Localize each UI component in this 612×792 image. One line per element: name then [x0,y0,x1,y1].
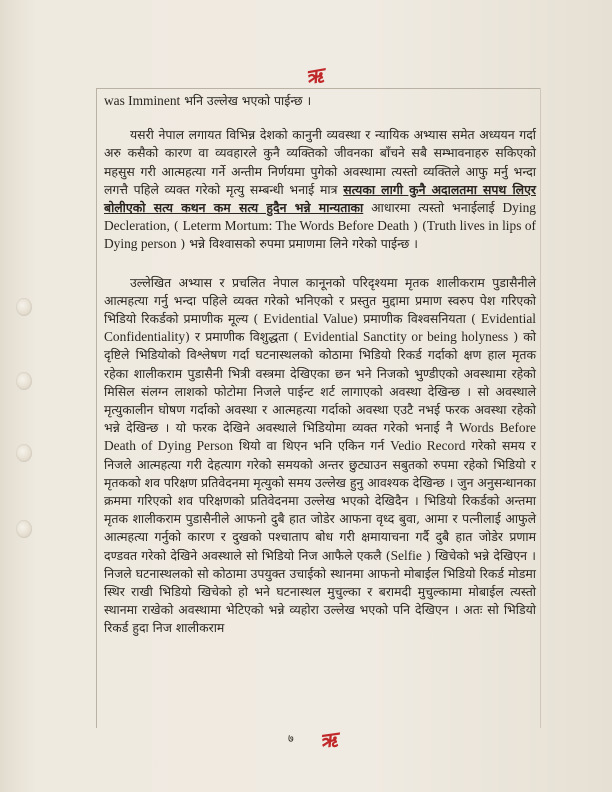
text-run: ) प्रमाणीक विश्वसनियता ( [353,311,481,327]
text-run: ) र प्रमाणीक विशुद्धता ( [185,329,304,345]
left-margin-line [96,88,97,728]
text-run: ) को दृष्टिले भिडियोको विश्लेषण गर्दा घटनास्थलको कोठामा भिडियो रिकर्ड गर्दाको क्षण हाल मृतक रहेका शालीकराम पुडासैनी भित्री वस्त्रमा देखिएका छन भने निजको भुण्डीएको अवस्थामा रहेको मिसिल संलग्न लाशको फोटोमा निजले पाईन्ट शर्ट लागाएको अवस्था देखिन्छ । सो अवस्थाले मृत्युकालीन घोषण गर्दाको अवस्था र आत्महत्या गर्दाको अवस्था एउटै नभई फरक अवस्था रहेको भन्ने देखिन्छ । यो फरक देखिने अवस्थाले भिडियोमा व्यक्त गरेको भनाई नै [104,329,537,436]
latin-phrase: was Imminent [104,93,181,108]
punch-hole [16,372,32,390]
text-run: गरेको समय र निजले आत्महत्या गरी देहत्याग गरेको समयको अन्तर छुट्याउन सबुतको रुपमा रहेको भिडियो र मृतकको शव परिक्षण प्रतिवेदनमा मृत्युको समय उल्लेख हुनु आवश्यक देखिन्छ । जुन अनुसन्धानका क्रममा गरिएको शव परिक्षणको प्रतिवेदनमा उल्लेख भएको देखिदैन । भिडियो रिकर्डको अन्तमा मृतक शालीकराम पुडासैनीले आफनो दुबै हात जोडेर आफना वृध्द बुवा, आमा र पत्नीलाई आफुले आत्महत्या गर्नुको कारण र दुखको पश्चाताप बोध गरी क्षमायाचना गर्दै दुबै हात जोडेर प्रणाम दण्डवत गरेको देखिने अवस्थाले सो भिडियो निज आफैले एकलै ( [104,438,537,563]
latin-phrase: Evidential Confidentiality [104,311,536,345]
paragraph-2 [104,274,536,638]
latin-phrase: Truth lives in lips of Dying person [104,218,536,252]
handwritten-initials-top: ऋ [304,62,325,90]
latin-phrase: Words Before Death of Dying Person [104,420,536,454]
text-run: आधारमा त्यस्तो भनाईलाई [363,200,503,216]
punch-hole [16,444,32,462]
latin-phrase: Dying Decleration, [104,200,536,234]
text-run: यसरी नेपाल लगायत विभिन्न देशको कानुनी व्यवस्था र न्यायिक अभ्यास समेत अध्ययन गर्दा अरु कसैको कारण वा व्यवहारले कुनै व्यक्तिको जीवनका बाँचने सबै सम्भावनाहरु सकिएको महसुस गरी आत्महत्या गर्ने अन्तीम निर्णयमा पुगेको अवस्थामा त्यस्तो व्यक्तिले आफु मर्नु भन्दा लगत्तै पहिले व्यक्त गरेको मृत्यु सम्बन्धी भनाई मात्र [104,127,536,197]
latin-phrase: Evidential Sanctity or being holyness [303,329,509,345]
page-number: ७ [288,732,294,745]
text-run: ) भन्ने विश्वासको रुपमा प्रमाणमा लिने गरेको पाईन्छ । [176,236,418,252]
punch-hole [16,520,32,538]
text-run: भनि उल्लेख भएको पाईन्छ । [180,93,312,108]
underlined-phrase: सत्यका लागी कुनै अदालतमा सपथ लिएर बोलीएको सत्य कथन कम सत्य हुदैन भन्ने मान्यताका [104,181,536,216]
text-run: थियो वा थिएन भनि एकिन गर्न [233,438,391,454]
text-run: ( [169,218,183,234]
latin-phrase: Leterm Mortum: The Words Before Death [182,218,410,234]
latin-phrase: Evidential Value [263,311,354,327]
text-run: ) ( [409,218,427,234]
paragraph-1 [104,126,536,253]
punch-hole [16,298,32,316]
right-margin-line [540,88,541,728]
latin-phrase: Vedio Record [390,438,466,454]
handwritten-initials-bottom: ऋ [318,726,338,753]
latin-phrase: Selfie [390,547,422,563]
body-text [104,92,536,638]
paragraph-continuation [104,92,536,110]
text-run: उल्लेखित अभ्यास र प्रचलित नेपाल कानूनको परिदृश्यमा मृतक शालीकराम पुडासैनीले आत्महत्या गर्नु भन्दा पहिले व्यक्त गरेको भनिएको र प्रस्तुत मुद्दामा प्रमाण स्वरुप पेश गरिएको भिडियो रिकर्डको प्रमाणीक मूल्य ( [104,274,536,327]
text-run: ) खिचेको भन्ने देखिएन । निजले घटनास्थलको सो कोठामा उपयुक्त उचाईको स्थानमा आफनो मोबाईल भिडियो रिकर्ड मोडमा स्थिर राखी भिडियो खिचेको हो भने घटनास्थल मुचुल्का र बरामदी मुचुल्कामा मोबाईल त्यस्तो स्थानमा राखेको अवस्थामा भेटिएको भन्ने व्यहोरा उल्लेख भएको पनि देखिएन । अतः सो भिडियो रिकर्ड हुदा निज शालीकराम [104,547,536,636]
